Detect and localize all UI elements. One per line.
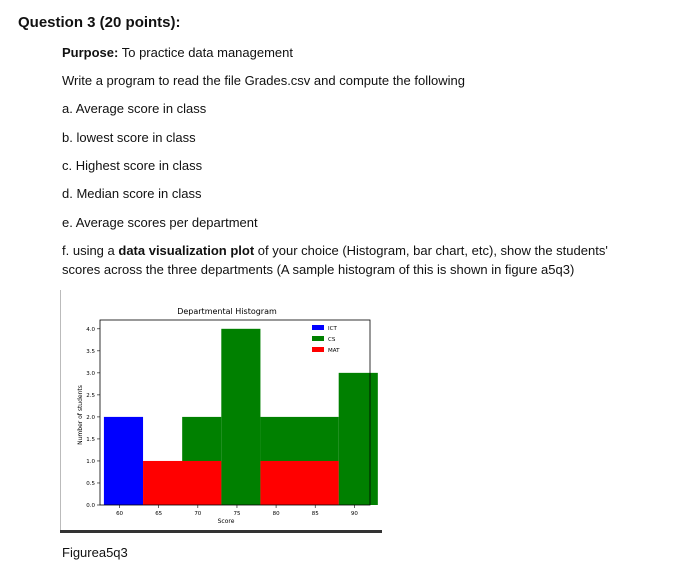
legend-label-ict: ICT xyxy=(328,326,337,332)
x-tick-label: 85 xyxy=(311,511,319,517)
figure-left-edge xyxy=(60,290,61,532)
item-e: e. Average scores per department xyxy=(62,215,258,230)
legend-swatch-ict xyxy=(312,325,324,330)
legend-swatch-mat xyxy=(312,347,324,352)
x-tick-label: 75 xyxy=(233,511,241,517)
bar-cs-3 xyxy=(339,373,378,505)
intro-text: Write a program to read the file Grades.csv and compute the following xyxy=(62,73,465,88)
item-c: c. Highest score in class xyxy=(62,158,203,173)
purpose-text: To practice data management xyxy=(121,45,294,60)
figure-caption: Figurea5q3 xyxy=(62,545,128,560)
item-f-line2: scores across the three departments (A sample histogram of this is shown in figure a5q3) xyxy=(62,262,575,277)
x-tick-label: 90 xyxy=(350,511,358,517)
y-tick-label: 1.0 xyxy=(86,458,95,465)
y-tick-label: 3.0 xyxy=(86,370,95,377)
bar-cs-1 xyxy=(221,329,260,505)
figure-bottom-rule xyxy=(60,530,382,533)
item-f-prefix: f. using a xyxy=(62,243,119,258)
item-d: d. Median score in class xyxy=(62,186,202,201)
y-tick-label: 0.0 xyxy=(86,503,95,509)
y-tick-label: 1.5 xyxy=(86,436,95,443)
item-f xyxy=(62,243,608,258)
legend-label-mat: MAT xyxy=(328,348,340,354)
histogram-chart xyxy=(60,290,382,532)
legend-label-cs: CS xyxy=(328,337,336,343)
legend-swatch-cs xyxy=(312,336,324,341)
x-tick-label: 80 xyxy=(272,511,280,517)
histogram-figure xyxy=(60,290,382,532)
x-tick-label: 65 xyxy=(155,511,163,517)
bars-group xyxy=(104,329,378,505)
y-tick-label: 3.5 xyxy=(86,348,95,355)
y-axis-label: Number of students xyxy=(77,385,84,445)
y-tick-label: 0.5 xyxy=(86,480,95,487)
bar-mat-0 xyxy=(143,461,221,505)
legend xyxy=(312,325,340,354)
question-title: Question 3 (20 points): xyxy=(18,14,181,31)
purpose-line xyxy=(62,45,293,60)
x-tick-label: 60 xyxy=(116,511,124,517)
chart-title: Departmental Histogram xyxy=(177,307,277,316)
x-axis-label: Score xyxy=(217,518,235,525)
bar-mat-1 xyxy=(260,461,338,505)
y-tick-label: 4.0 xyxy=(86,326,95,333)
item-f-bold: data visualization plot xyxy=(118,243,255,258)
item-f-suffix: of your choice (Histogram, bar chart, etc), show the students' xyxy=(254,243,608,258)
y-tick-label: 2.0 xyxy=(86,414,95,421)
x-tick-label: 70 xyxy=(194,511,202,517)
bar-ict-0 xyxy=(104,417,143,505)
item-b: b. lowest score in class xyxy=(62,130,196,145)
y-tick-label: 2.5 xyxy=(86,392,95,399)
item-a: a. Average score in class xyxy=(62,101,207,116)
purpose-label: Purpose: xyxy=(62,45,119,60)
